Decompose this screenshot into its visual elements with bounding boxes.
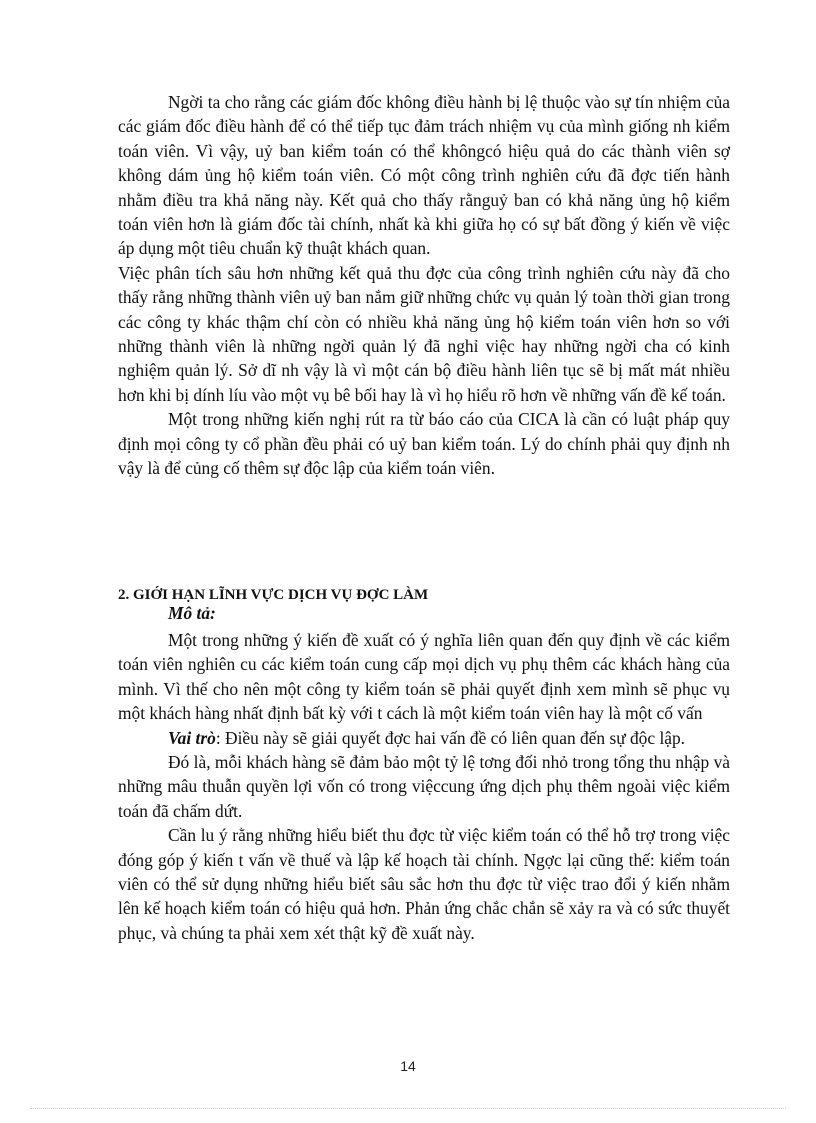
paragraph-4: Đó là, mỗi khách hàng sẽ đảm bảo một tỷ lệ tơng đối nhỏ trong tổng thu nhập và những mâu thuẫn quyền lợi vốn có trong việccung ứng dịch phụ thêm ngoài việc kiểm toán đã chấm dứt. xyxy=(118,752,730,821)
document-page xyxy=(118,90,730,943)
section-heading: 2. GIỚI HẠN LĨNH VỰC DỊCH VỤ ĐỢC LÀM xyxy=(118,587,429,603)
description-paragraph: Một trong những ý kiến đề xuất có ý nghĩa liên quan đến quy định về các kiểm toán viên nghiên cu các kiểm toán cung cấp mọi dịch vụ phụ thêm các khách hàng của mình. Vì thế cho nên một công ty kiểm toán sẽ phải quyết định xem mình sẽ phục vụ một khách hàng nhất định bất kỳ với t cách là một kiểm toán viên hay là một cố vấn xyxy=(118,630,730,724)
paragraph-5: Cần lu ý rằng những hiểu biết thu đợc từ việc kiểm toán có thể hỗ trợ trong việc đóng góp ý kiến t vấn về thuế và lập kế hoạch tài chính. Ngợc lại cũng thế: kiểm toán viên có thể sử dụng những hiểu biết sâu sắc hơn thu đợc từ việc trao đổi ý kiến nhằm lên kế hoạch kiểm toán có hiệu quả hơn. Phản ứng chắc chắn sẽ xảy ra và có sức thuyết phục, và chúng ta phải xem xét thật kỹ đề xuất này. xyxy=(118,825,730,943)
page-number: 14 xyxy=(400,1058,416,1074)
paragraph-2: Việc phân tích sâu hơn những kết quả thu đợc của công trình nghiên cứu này đã cho thấy rằng những thành viên uỷ ban nắm giữ những chức vụ quản lý toàn thời gian trong các công ty khác thậm chí còn có nhiều khả năng ủng hộ kiểm toán viên hơn so với những thành viên là những ngời quản lý đã nghỉ việc hay những ngời cha có kinh nghiệm quản lý. Sở dĩ nh vậy là vì một cán bộ điều hành liên tục sẽ bị mất mát nhiều hơn khi bị dính líu vào một vụ bê bối hay là vì họ hiểu rõ hơn về những vấn đề kế toán. xyxy=(118,262,730,405)
paragraph-1: Ngời ta cho rằng các giám đốc không điều hành bị lệ thuộc vào sự tín nhiệm của các giám đốc điều hành để có thể tiếp tục đảm trách nhiệm vụ của mình giống nh kiểm toán viên. Vì vậy, uỷ ban kiểm toán có thể khôngcó hiệu quả do các thành viên sợ không dám ủng hộ kiểm toán viên. Có một công trình nghiên cứu đã đợc tiến hành nhằm điều tra khả năng này. Kết quả cho thấy rằnguỷ ban có khả năng ủng hộ kiểm toán viên hơn là giám đốc tài chính, nhất kà khi giữa họ có sự bất đồng ý kiến về việc áp dụng một tiêu chuẩn kỹ thuật khách quan. xyxy=(118,92,730,259)
page-bottom-divider xyxy=(30,1108,786,1109)
role-text: : Điều này sẽ giải quyết đợc hai vấn đề có liên quan đến sự độc lập. xyxy=(215,727,686,748)
role-label: Vai trò xyxy=(168,727,216,748)
description-subheading: Mô tả: xyxy=(168,603,216,623)
paragraph-3: Một trong những kiến nghị rút ra từ báo cáo của CICA là cần có luật pháp quy định mọi công ty cổ phần đều phải có uỷ ban kiểm toán. Lý do chính phải quy định nh vậy là để củng cố thêm sự độc lập của kiểm toán viên. xyxy=(118,409,730,479)
section-2-body xyxy=(118,628,730,945)
role-paragraph xyxy=(118,726,730,750)
